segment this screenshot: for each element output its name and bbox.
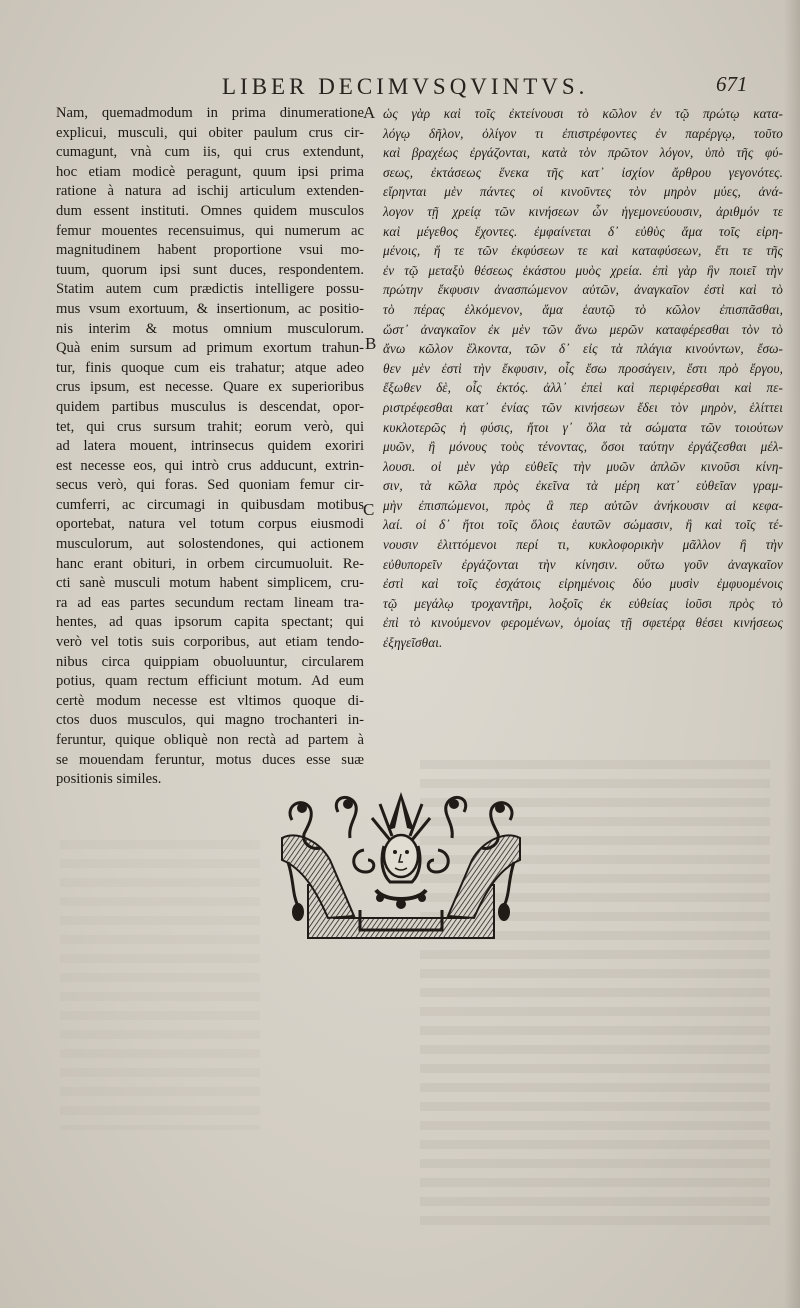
- running-head: LIBER DECIMVSQVINTVS.: [222, 74, 589, 99]
- greek-text-line: λουσι. οἱ μὲν γὰρ εὐθεῖς τὴν μυῶν ἁπλῶν κινοῦσι κίνη-: [383, 458, 783, 474]
- greek-text-line: κυκλοτερῶς ἡ φύσις, ἤτοι γ᾽ ὅλα τὰ σώματα τῶν τοιούτων: [383, 419, 783, 435]
- greek-text-line: λόγῳ δῆλον, ὀλίγον τι ἐπιστρέφοντες ἐν παρέργῳ, τοῦτο: [383, 125, 783, 141]
- page-number: 671: [716, 72, 748, 96]
- latin-text-line: positionis similes.: [56, 771, 162, 788]
- greek-column: [383, 104, 783, 653]
- latin-text-line: crus ipsum, est necesse. Quare ex superioribus: [56, 379, 364, 396]
- latin-text-line: femur mouentes recensuimus, qui numerum ac: [56, 222, 364, 239]
- greek-text-line: σιν, τὰ κῶλα πρὸς ἐκεῖνα τὰ μέρη κατ᾽ εὐθεῖαν γραμ-: [383, 478, 783, 494]
- greek-text-line: ἐπὶ τὸ κινούμενον φερομένων, ὁμοίας τῇ σφετέρᾳ θέσει κινήσεως: [383, 615, 783, 631]
- greek-text-line: ριστρέφεσθαι κατ᾽ ἐνίας τῶν κινήσεων ἔδει τὸν μηρὸν, ἑλίττει: [383, 399, 783, 415]
- latin-text-line: hoc etiam modicè peragunt, quum ipsi prima: [56, 163, 364, 180]
- greek-text-line: καὶ βραχέως ἐργάζονται, κατὰ τὸν πρῶτον λόγον, ὑπὸ τῆς φύ-: [383, 145, 783, 161]
- latin-text-line: cumferri, ac circumagi in quibusdam motibus: [56, 496, 364, 513]
- latin-text-line: quidem partibus musculus is descendat, opor-: [56, 398, 364, 415]
- latin-text-line: mus vsum exortuum, & insertionum, ac positio-: [56, 300, 364, 317]
- latin-text-line: cti sanè musculi motum habent simplicem, cru-: [56, 575, 364, 592]
- latin-column: [56, 104, 364, 790]
- latin-text-line: nis interim & motus omnium musculorum.: [56, 320, 364, 337]
- latin-text-line: ra ad eas partes secundum rectam lineam tra-: [56, 594, 364, 611]
- greek-text-line: ἔξωθεν δὲ, οἷς ἐκτός. ἀλλ᾽ ἐπεὶ καὶ περιφέρεσθαι καὶ πε-: [383, 380, 783, 396]
- greek-text-line: μὴν ἐπισπώμενοι, πρὸς ἃ περ αὐτῶν ἀνήκουσιν αἱ κεφα-: [383, 497, 783, 513]
- greek-text-line: ἐξηγεῖσθαι.: [383, 635, 443, 651]
- greek-text-line: εὐθυπορεῖν ἐργάζονται τὴν κίνησιν. οὕτω γοῦν ἀναγκαῖον: [383, 556, 783, 572]
- latin-text-line: secus verò, qui foras. Sed quoniam femur cir-: [56, 477, 364, 494]
- latin-text-line: tet, qui crus sursum trahit; eorum verò, qui: [56, 418, 364, 435]
- greek-text-line: μυῶν, ἢ μόνους τοὺς τένοντας, ὅσοι ταύτην ἐργάζεσθαι μέλ-: [383, 439, 783, 455]
- bleed-through-texture-left: [60, 840, 260, 1130]
- latin-text-line: ad latera mouent, intrinsecus quidem exoriri: [56, 438, 364, 455]
- latin-text-line: oportebat, natura vel totum corpus eiusmodi: [56, 516, 364, 533]
- greek-text-line: ὡς γὰρ καὶ τοῖς ἐκτείνουσι τὸ κῶλον ἐν τῷ πρώτῳ κατα-: [383, 106, 783, 121]
- greek-text-line: τῷ μεγάλῳ τροχαντῆρι, λοξοῖς ἐκ εὐθείας ἰοῦσι πρὸς τὸ: [383, 595, 783, 611]
- latin-text-line: cumagunt, vnà cum iis, qui crus extendunt,: [56, 144, 364, 161]
- latin-text-line: nibus circa quippiam obuoluuntur, circularem: [56, 653, 364, 670]
- latin-text-line: verò vel totis suis corporibus, aut etiam tendo-: [56, 634, 364, 651]
- latin-text-line: ctos duos musculos, qui magno trochanteri in-: [56, 712, 364, 729]
- latin-text-line: explicui, musculi, qui obiter paulum crus cir-: [56, 124, 364, 141]
- latin-text-line: certè modum necesse est vltimos quoque di-: [56, 692, 364, 709]
- greek-text-line: τὸ πέρας ἑλκόμενον, ἅμα ἑαυτῷ τὸ κῶλον ἐπισπᾶσθαι,: [383, 301, 783, 317]
- greek-text-line: πρώτην ἔκφυσιν ἀνασπώμενον αὐτῶν, ἀναγκαῖον ἐστὶ καὶ τὸ: [383, 282, 783, 298]
- greek-text-line: ἐστὶ καὶ τοῖς ἐσχάτοις εἰρημένοις δύο μυσὶν ἐμφυομένοις: [383, 576, 783, 592]
- margin-letter-b: B: [365, 334, 377, 353]
- latin-text-line: tuum, quorum ipsi sunt duces, respondentem.: [56, 261, 364, 278]
- greek-text-line: εἴρηνται μὲν πάντες οἱ κινοῦντες τὸν μηρὸν μύες, ἀνά-: [383, 184, 783, 200]
- greek-text-line: νουσιν ἑλιττόμενοι περί τι, κυκλοφορικὴν μᾶλλον ἢ τὴν: [383, 537, 783, 553]
- greek-text-line: σεως, ἐκτάσεως ἕνεκα τῆς κατ᾽ ἰσχίον ἄρθρου γεγονότες.: [383, 164, 783, 180]
- page-edge-shadow: [784, 0, 800, 1308]
- greek-text-line: λογον τῇ χρείᾳ τῶν κινήσεων ὧν ἡγεμονεύουσιν, ἀριθμόν τε: [383, 203, 783, 219]
- page-header: [0, 72, 800, 106]
- latin-text-line: hanc erant obituri, in orbem circumuoluit. Re-: [56, 555, 364, 572]
- latin-text-line: Quà enim sursum ad primum exortum trahun-: [56, 340, 364, 357]
- ornamental-headpiece-icon: [268, 790, 534, 950]
- latin-text-line: potius, quam rectum efficiunt motum. Ad eum: [56, 673, 364, 690]
- latin-text-line: musculorum, aut solostendones, qui actionem: [56, 536, 364, 553]
- greek-text-line: λαί. οἱ δ᾽ ἤτοι τοῖς ὅλοις ἑαυτῶν σώμασιν, ἢ καὶ τοῖς τέ-: [383, 517, 783, 533]
- latin-text-line: hentes, ad quas ipsorum capita spectant; qui: [56, 614, 364, 631]
- latin-text-line: tur, finis quoque cum eis trahatur; atque adeo: [56, 359, 364, 376]
- greek-text-line: καὶ μέγεθος ἔχοντες. ἐμφαίνεται δ᾽ εὐθὺς ἅμα τοῖς εἰρη-: [383, 223, 783, 239]
- greek-text-line: ἄνω κῶλον ἕλκοντα, τῶν δ᾽ εἰς τὰ πλάγια κινούντων, ἔσω-: [383, 341, 783, 357]
- latin-text-line: dum essent instituti. Omnes quidem musculos: [56, 202, 364, 219]
- latin-text-line: magnitudinem habent proportione vsui mo-: [56, 242, 364, 259]
- latin-text-line: feruntur, quique obliquè non rectà ad partem à: [56, 732, 364, 748]
- latin-text-line: ratione à natura ad ischij articulum extenden-: [56, 183, 364, 200]
- latin-text-line: Statim autem cum prædictis intelligere possu-: [56, 281, 364, 298]
- latin-text-line: se mouendam feruntur, motus duces esse suæ: [56, 751, 364, 768]
- greek-text-line: ὥστ᾽ ἀναγκαῖον ἐκ μὲν τῶν ἄνω μερῶν καταφέρεσθαι τὸν τὸ: [383, 321, 783, 337]
- margin-letter-a: A: [363, 103, 376, 122]
- latin-text-line: est necesse eos, qui intrò crus adducunt, extrin-: [56, 457, 364, 474]
- greek-text-line: θεν μὲν ἐστὶ τὴν ἔκφυσιν, οἷς ἔσω προσάγειν, ἔστι πρὸ ἔργου,: [383, 360, 783, 376]
- latin-text-line: Nam, quemadmodum in prima dinumeratione: [56, 105, 364, 121]
- greek-text-line: ἐν τῷ μεταξὺ θέσεως ἑκάστου μυὸς χρεία. ἐπὶ γὰρ ἣν ποιεῖ τὴν: [383, 262, 783, 278]
- margin-letter-c: C: [363, 500, 375, 519]
- greek-text-line: μένοις, ἥ τε τῶν ἐκφύσεων τε καὶ καταφύσεων, ἔτι τε τῆς: [383, 243, 783, 259]
